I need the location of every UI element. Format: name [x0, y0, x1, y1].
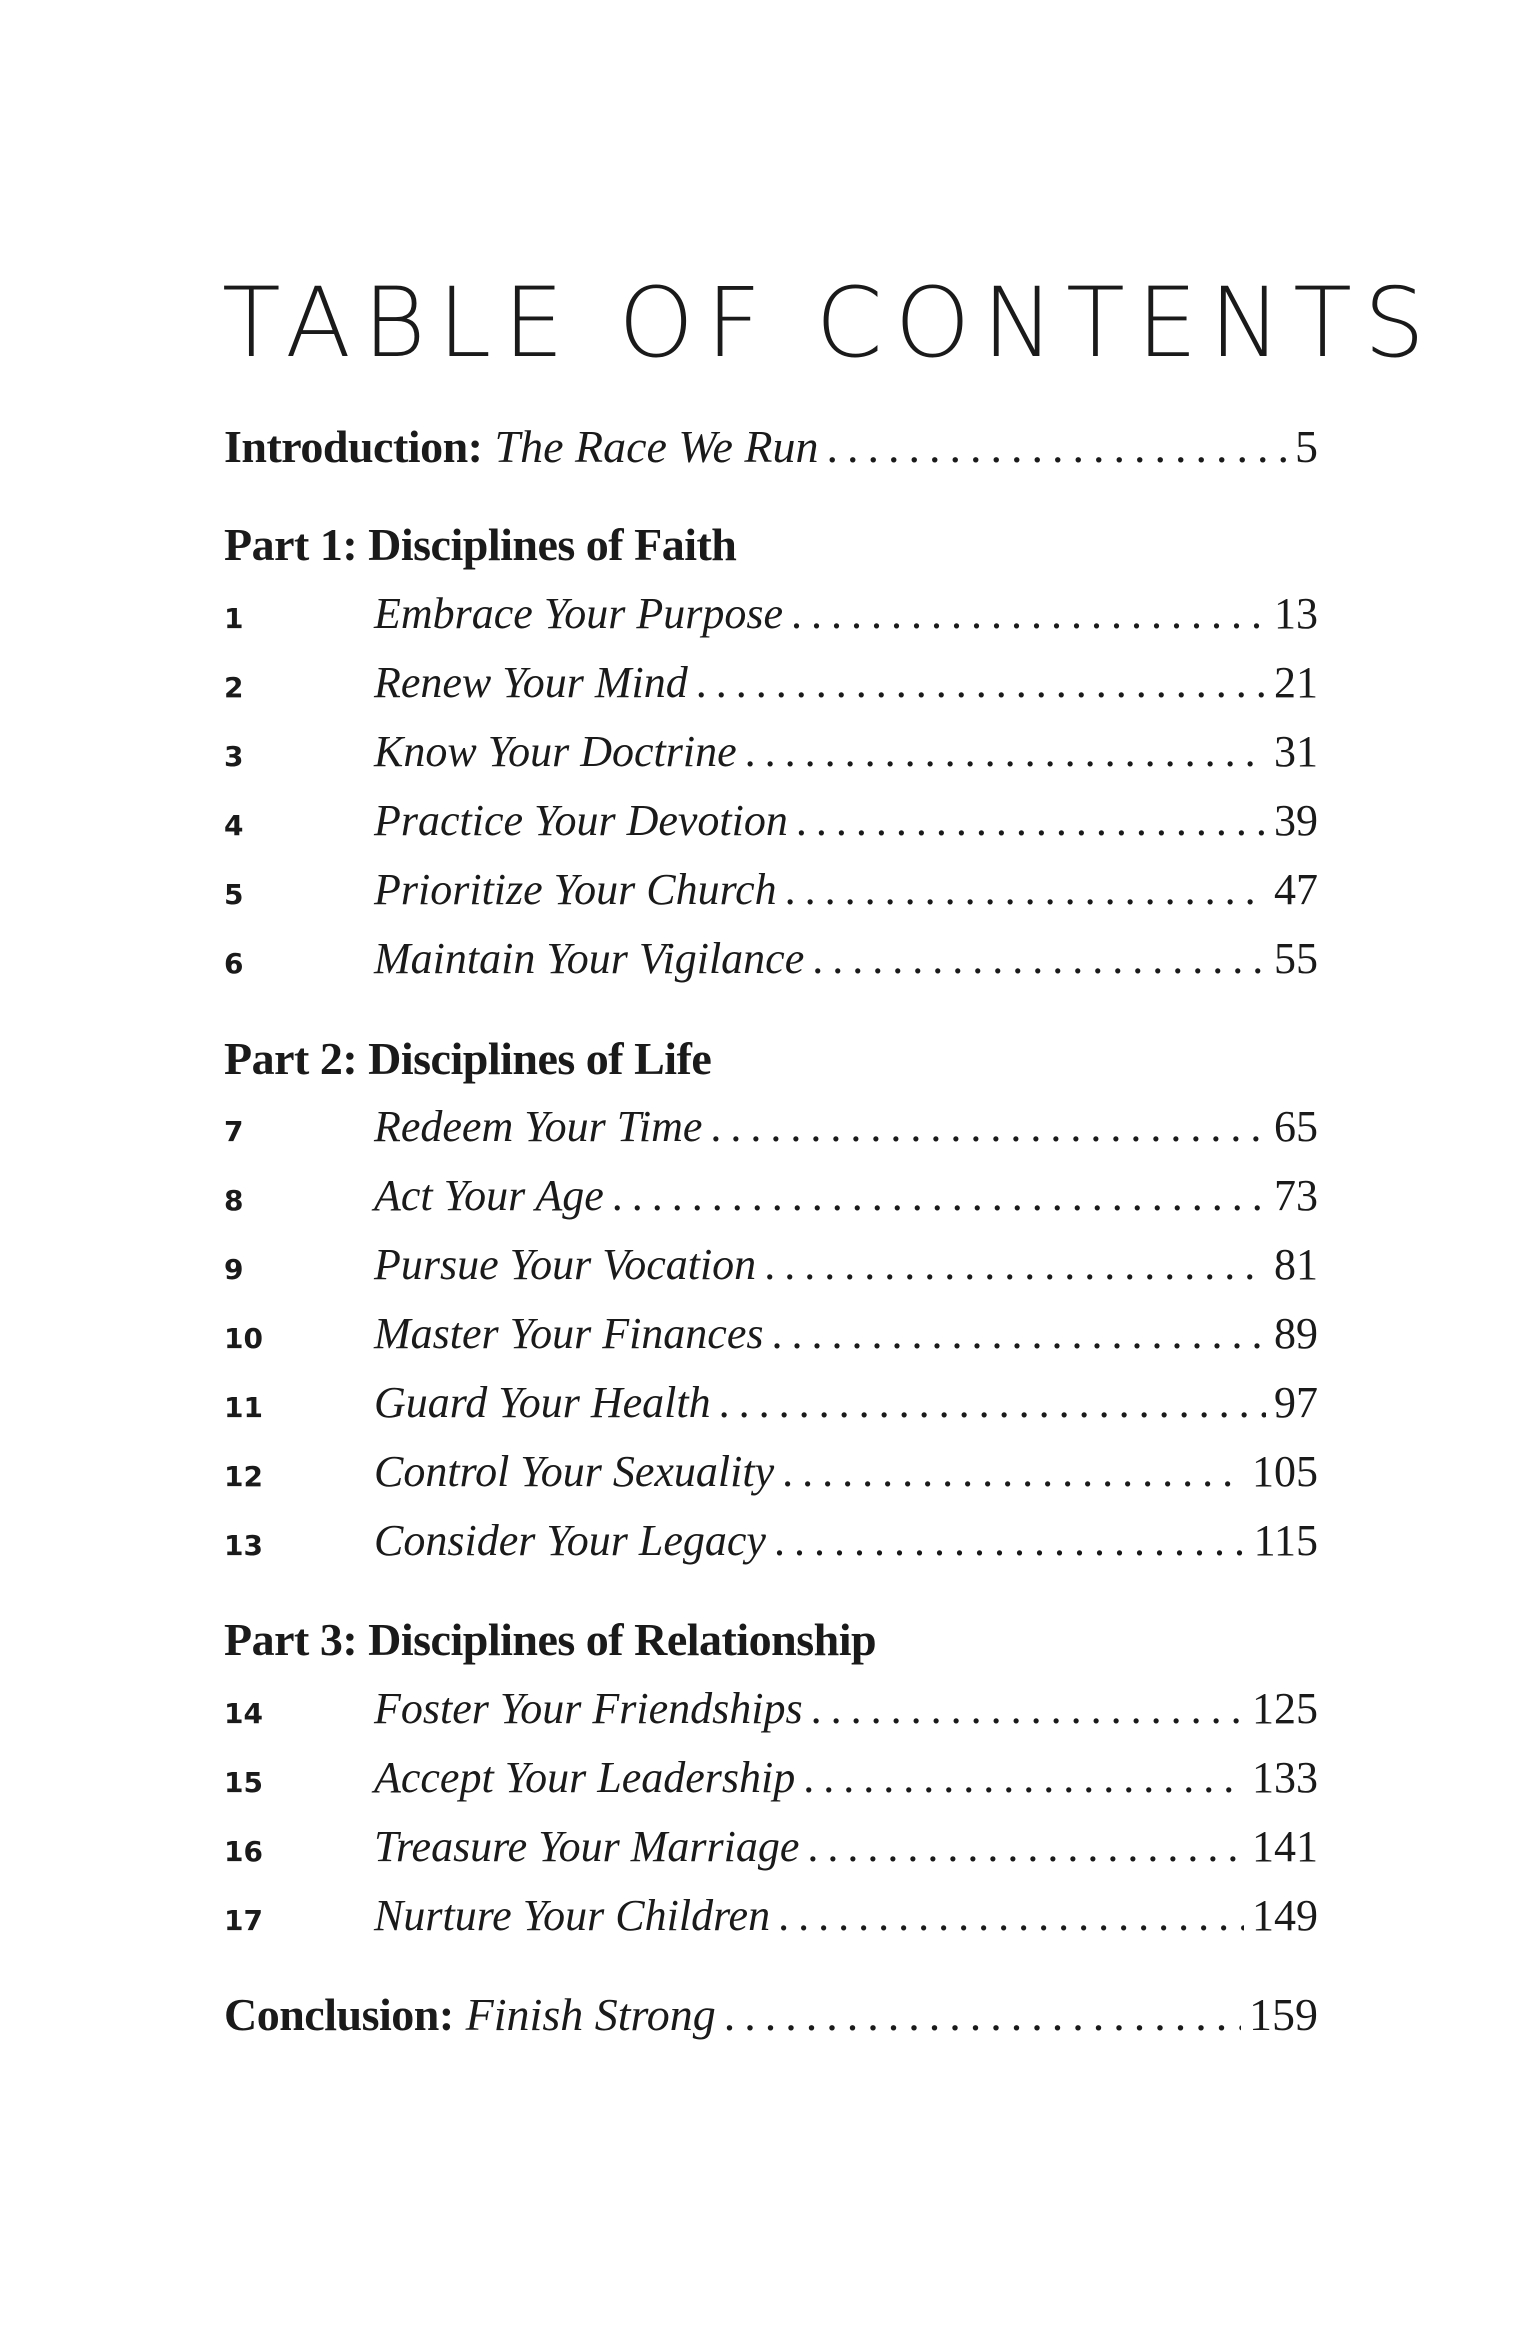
chapter-number: 13 — [224, 1529, 263, 1562]
toc-entry-conclusion[interactable] — [224, 1988, 1318, 2048]
chapter-page: 81 — [1274, 1240, 1318, 1289]
chapter-page: 149 — [1252, 1891, 1318, 1940]
dot-leader — [745, 726, 1266, 777]
chapter-number: 5 — [224, 878, 244, 911]
chapter-number: 9 — [224, 1253, 244, 1286]
chapter-title: Practice Your Devotion — [374, 796, 788, 845]
dot-leader — [772, 1308, 1267, 1359]
dot-leader — [612, 1170, 1266, 1221]
introduction-page: 5 — [1295, 421, 1318, 472]
chapter-page: 105 — [1252, 1447, 1318, 1496]
chapter-number: 2 — [224, 671, 244, 704]
dot-leader — [696, 657, 1266, 708]
toc-entry-chapter-4[interactable] — [224, 795, 1318, 855]
chapter-number: 6 — [224, 947, 244, 980]
chapter-page: 115 — [1253, 1516, 1318, 1565]
toc-entry-chapter-15[interactable] — [224, 1752, 1318, 1812]
chapter-title: Embrace Your Purpose — [374, 589, 784, 638]
toc-entry-chapter-7[interactable] — [224, 1101, 1318, 1161]
dot-leader — [807, 1821, 1244, 1872]
toc-entry-chapter-9[interactable] — [224, 1239, 1318, 1299]
chapter-page: 89 — [1274, 1309, 1318, 1358]
part-2-heading: Part 2: Disciplines of Life — [224, 1033, 712, 1084]
dot-leader — [827, 420, 1287, 473]
chapter-title: Consider Your Legacy — [374, 1516, 766, 1565]
chapter-number: 12 — [224, 1460, 263, 1493]
chapter-number: 4 — [224, 809, 244, 842]
chapter-number: 11 — [224, 1391, 263, 1424]
part-1-heading: Part 1: Disciplines of Faith — [224, 519, 737, 570]
dot-leader — [710, 1101, 1266, 1152]
dot-leader — [785, 864, 1266, 915]
chapter-title: Treasure Your Marriage — [374, 1822, 800, 1871]
chapter-title: Guard Your Health — [374, 1378, 711, 1427]
dot-leader — [803, 1752, 1244, 1803]
chapter-number: 10 — [224, 1322, 263, 1355]
chapter-title: Control Your Sexuality — [374, 1447, 775, 1496]
chapter-number: 16 — [224, 1835, 263, 1868]
introduction-title: The Race We Run — [494, 421, 819, 472]
chapter-number: 3 — [224, 740, 244, 773]
conclusion-page: 159 — [1249, 1989, 1318, 2040]
toc-entry-chapter-2[interactable] — [224, 657, 1318, 717]
toc-entry-chapter-14[interactable] — [224, 1683, 1318, 1743]
chapter-title: Know Your Doctrine — [374, 727, 737, 776]
chapter-page: 13 — [1274, 589, 1318, 638]
chapter-page: 21 — [1274, 658, 1318, 707]
toc-entry-chapter-1[interactable] — [224, 588, 1318, 648]
chapter-number: 17 — [224, 1904, 263, 1937]
chapter-page: 141 — [1252, 1822, 1318, 1871]
chapter-page: 65 — [1274, 1102, 1318, 1151]
dot-leader — [724, 1988, 1241, 2041]
toc-entry-chapter-5[interactable] — [224, 864, 1318, 924]
chapter-title: Nurture Your Children — [374, 1891, 771, 1940]
dot-leader — [719, 1377, 1266, 1428]
chapter-page: 31 — [1274, 727, 1318, 776]
toc-entry-introduction[interactable] — [224, 420, 1318, 480]
dot-leader — [782, 1446, 1244, 1497]
dot-leader — [791, 588, 1266, 639]
chapter-title: Act Your Age — [374, 1171, 604, 1220]
chapter-title: Redeem Your Time — [374, 1102, 703, 1151]
chapter-number: 7 — [224, 1115, 244, 1148]
chapter-title: Prioritize Your Church — [374, 865, 777, 914]
chapter-page: 39 — [1274, 796, 1318, 845]
page-title: TABLE OF CONTENTS — [222, 267, 1437, 379]
chapter-page: 97 — [1274, 1378, 1318, 1427]
dot-leader — [796, 795, 1266, 846]
part-3-heading: Part 3: Disciplines of Relationship — [224, 1614, 877, 1665]
chapter-page: 125 — [1252, 1684, 1318, 1733]
toc-entry-chapter-12[interactable] — [224, 1446, 1318, 1506]
toc-entry-chapter-6[interactable] — [224, 933, 1318, 993]
chapter-number: 15 — [224, 1766, 263, 1799]
chapter-title: Maintain Your Vigilance — [374, 934, 805, 983]
introduction-label: Introduction: — [224, 421, 483, 472]
chapter-title: Renew Your Mind — [374, 658, 688, 707]
chapter-title: Master Your Finances — [374, 1309, 764, 1358]
toc-entry-chapter-3[interactable] — [224, 726, 1318, 786]
dot-leader — [778, 1890, 1244, 1941]
chapter-page: 55 — [1274, 934, 1318, 983]
chapter-page: 133 — [1252, 1753, 1318, 1802]
chapter-title: Pursue Your Vocation — [374, 1240, 757, 1289]
chapter-number: 14 — [224, 1697, 263, 1730]
toc-entry-chapter-17[interactable] — [224, 1890, 1318, 1950]
dot-leader — [811, 1683, 1244, 1734]
chapter-title: Foster Your Friendships — [374, 1684, 803, 1733]
toc-entry-chapter-10[interactable] — [224, 1308, 1318, 1368]
chapter-number: 1 — [224, 602, 244, 635]
chapter-page: 73 — [1274, 1171, 1318, 1220]
dot-leader — [812, 933, 1266, 984]
chapter-title: Accept Your Leadership — [374, 1753, 796, 1802]
toc-entry-chapter-16[interactable] — [224, 1821, 1318, 1881]
conclusion-title: Finish Strong — [465, 1989, 716, 2040]
conclusion-label: Conclusion: — [224, 1989, 454, 2040]
dot-leader — [774, 1515, 1246, 1566]
dot-leader — [764, 1239, 1266, 1290]
toc-entry-chapter-13[interactable] — [224, 1515, 1318, 1575]
chapter-page: 47 — [1274, 865, 1318, 914]
toc-entry-chapter-8[interactable] — [224, 1170, 1318, 1230]
chapter-number: 8 — [224, 1184, 244, 1217]
toc-entry-chapter-11[interactable] — [224, 1377, 1318, 1437]
